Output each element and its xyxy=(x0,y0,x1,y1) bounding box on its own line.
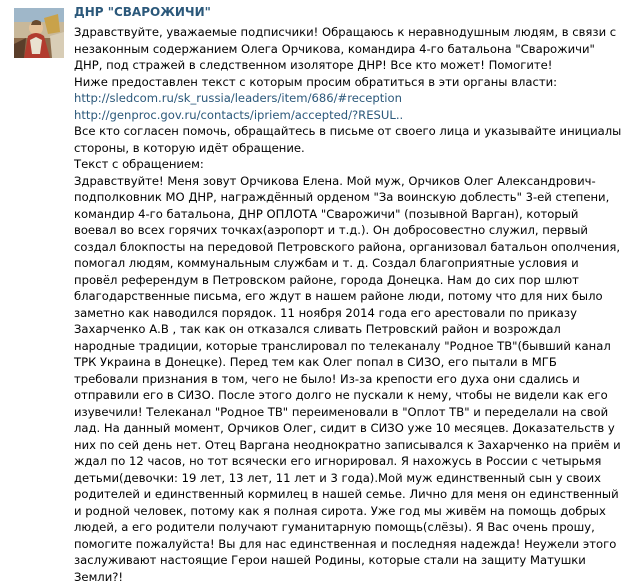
sledcom-link[interactable]: http://sledcom.ru/sk_russia/leaders/item/686/#reception xyxy=(74,91,402,105)
post-paragraph: Текст с обращением: xyxy=(74,156,624,173)
post-paragraph: Ниже предоставлен текст с которым просим обратиться в эти органы власти: xyxy=(74,74,624,91)
post-text xyxy=(74,24,624,585)
appeal-text: Здравствуйте! Меня зовут Орчикова Елена. Мой муж, Орчиков Олег Александрович- подполковник МО ДНР, награждённый орденом "За воинскую доблесть" 3-ей степени, командир 4-го батальона, ДНР ОПЛОТА "Сварожичи" (позывной Варган), который воевал во всех горячих точках(аэропорт и т.д.). Он добросовестно служил, первый создал блокпосты на передовой Петровского района, организовал батальон ополчения, помогал людям, коммунальным службам и т. д. Создал благоприятные условия и провёл референдум в Петровском районе, города Донецка. Нам до сих пор шлют благодарственные письма, его ждут в нашем районе люди, потому что для них было заметно как наводился порядок. 11 ноября 2014 года его арестовали по приказу Захарченко А.В , так как он отказался сливать Петровский район и возрождал народные традиции, которые транслировал по телеканалу "Родное ТВ"(бывший канал ТРК Украина в Донецке). Перед тем как Олег попал в СИЗО, его пытали в МГБ требовали признания в том, чего не было! Из-за крепости его духа они сдались и отправили его в СИЗО. После этого долго не пускали к нему, чтобы не видели как его изувечили! Телеканал "Родное ТВ" переименовали в "Оплот ТВ" и переделали на свой лад. На данный момент, Орчиков Олег, сидит в СИЗО уже 10 месяцев. Доказательств у них по сей день нет. Отец Варгана неоднократно записывался к Захарченко на приём и ждал по 12 часов, но тот всячески его игнорировал. Я нахожусь в России с четырьмя детьми(девочки: 19 лет, 13 лет, 11 лет и 3 года).Мой муж единственный сын у своих родителей и единственный кормилец в нашей семье. Лично для меня он единственный и родной человек, потому как я полная сирота. Уже год мы живём на помощь добрых людей, а его родители получают гуманитарную помощь(слёзы). Я Вас очень прошу, помогите пожалуйста! Вы для нас единственная и последняя надежда! Неужели этого заслуживают настоящие Герои нашей Родины, которые стали на защиту Матушки Земли?! xyxy=(74,173,624,585)
post-paragraph: Здравствуйте, уважаемые подписчики! Обращаюсь к неравнодушным людям, в связи с незаконным содержанием Олега Орчикова, командира 4-го батальона "Сварожичи" ДНР, под стражей в следственном изоляторе ДНР! Все кто может! Помогите! xyxy=(74,24,624,74)
author-name-link[interactable]: ДНР "СВАРОЖИЧИ" xyxy=(74,5,624,20)
author-avatar[interactable] xyxy=(14,8,64,58)
genproc-link[interactable]: http://genproc.gov.ru/contacts/ipriem/accepted/?RESUL.. xyxy=(74,108,403,122)
avatar-image xyxy=(14,8,64,58)
post-content xyxy=(74,5,624,585)
post-paragraph: Все кто согласен помочь, обращайтесь в письме от своего лица и указывайте инициалы стороны, в которую идёт обращение. xyxy=(74,123,624,156)
links-line xyxy=(74,90,624,123)
